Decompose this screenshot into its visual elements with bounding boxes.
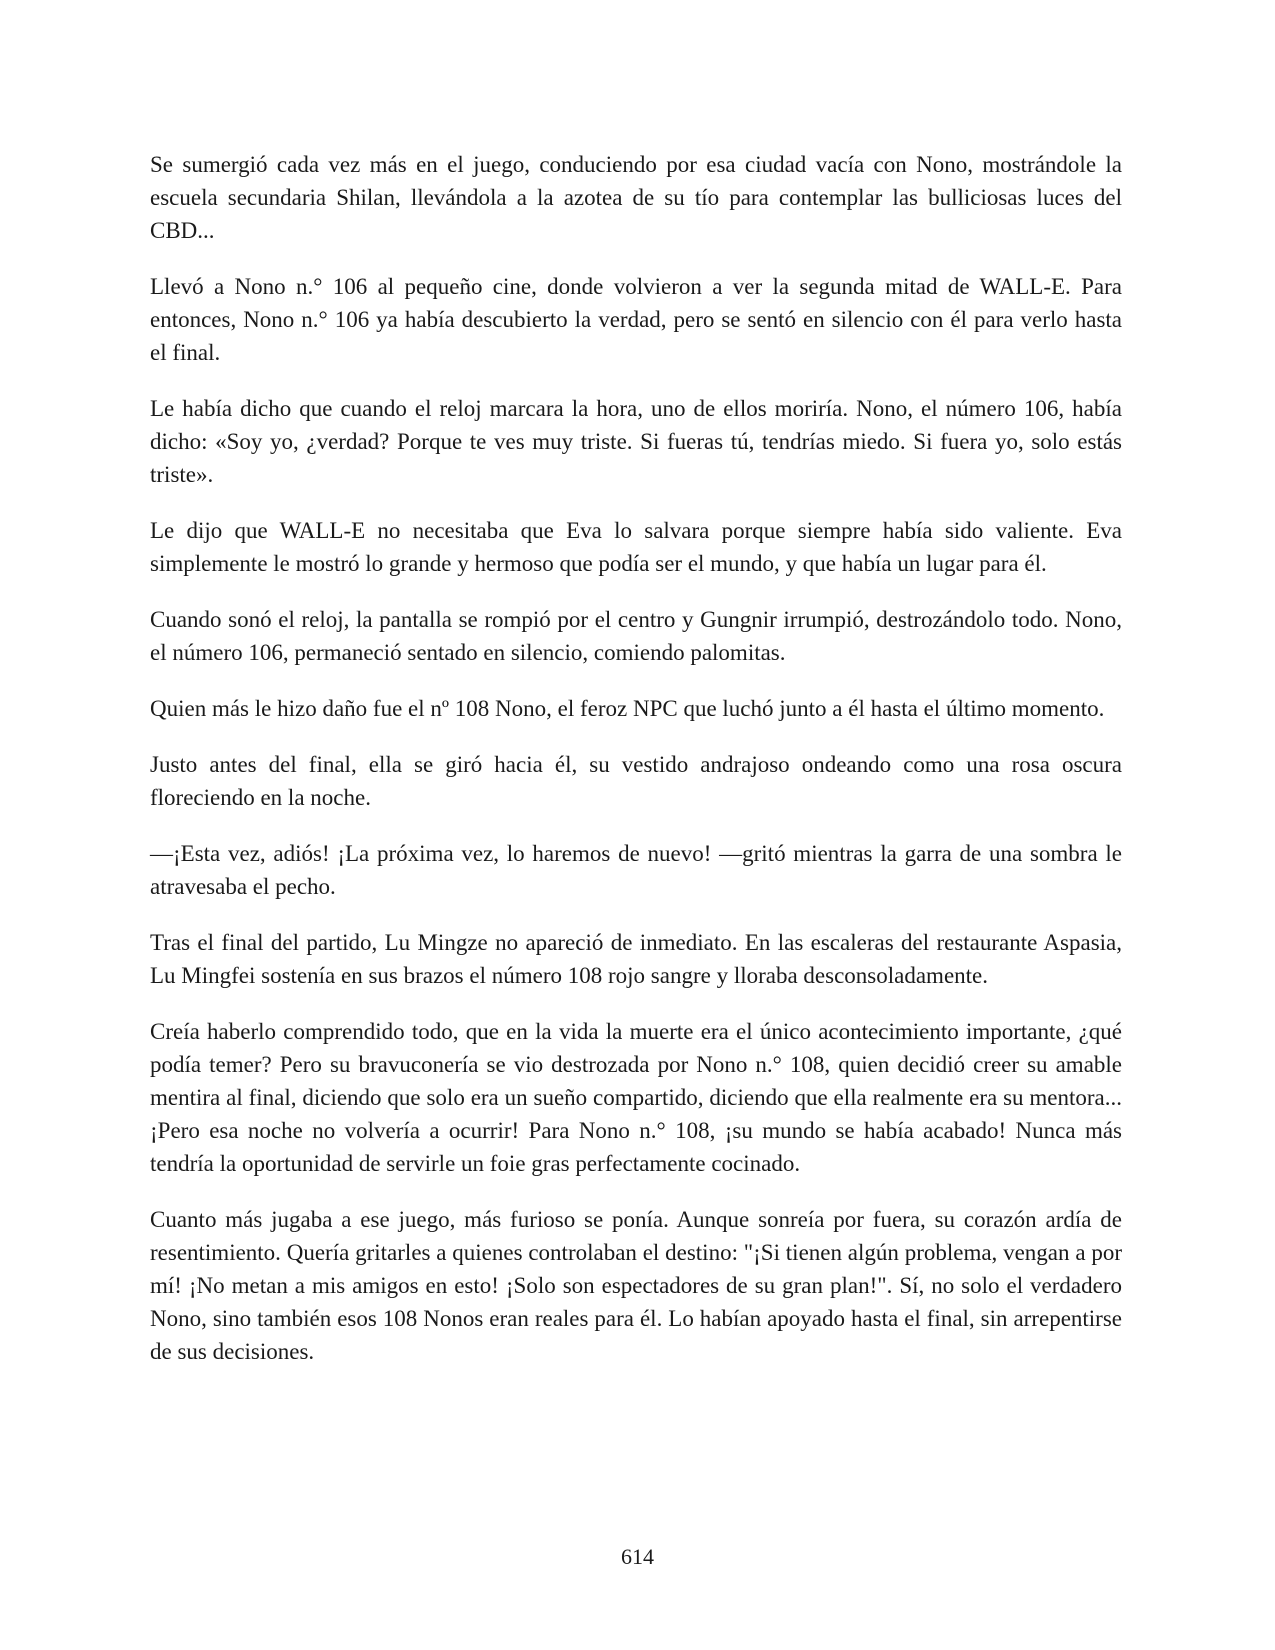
paragraph: Cuando sonó el reloj, la pantalla se rompió por el centro y Gungnir irrumpió, destrozándolo todo. Nono, el número 106, permaneció sentado en silencio, comiendo palomitas. xyxy=(150,607,1122,665)
paragraph: Llevó a Nono n.° 106 al pequeño cine, donde volvieron a ver la segunda mitad de WALL-E. Para entonces, Nono n.° 106 ya había descubierto la verdad, pero se sentó en silencio con él para verlo hasta el final. xyxy=(150,274,1122,365)
paragraph: —¡Esta vez, adiós! ¡La próxima vez, lo haremos de nuevo! —gritó mientras la garra de una sombra le atravesaba el pecho. xyxy=(150,841,1122,899)
paragraph: Le dijo que WALL-E no necesitaba que Eva lo salvara porque siempre había sido valiente. Eva simplemente le mostró lo grande y hermoso que podía ser el mundo, y que había un lugar para él. xyxy=(150,518,1122,576)
page-number: 614 xyxy=(621,1544,654,1569)
paragraph: Justo antes del final, ella se giró hacia él, su vestido andrajoso ondeando como una rosa oscura floreciendo en la noche. xyxy=(150,752,1122,810)
paragraph: Tras el final del partido, Lu Mingze no apareció de inmediato. En las escaleras del restaurante Aspasia, Lu Mingfei sostenía en sus brazos el número 108 rojo sangre y lloraba desconsoladamente. xyxy=(150,930,1122,988)
body-text xyxy=(150,148,1122,1391)
paragraph: Se sumergió cada vez más en el juego, conduciendo por esa ciudad vacía con Nono, mostrándole la escuela secundaria Shilan, llevándola a la azotea de su tío para contemplar las bulliciosas luces del CBD... xyxy=(150,152,1122,243)
paragraph: Quien más le hizo daño fue el nº 108 Nono, el feroz NPC que luchó junto a él hasta el último momento. xyxy=(150,696,1105,721)
paragraph: Creía haberlo comprendido todo, que en la vida la muerte era el único acontecimiento importante, ¿qué podía temer? Pero su bravuconería se vio destrozada por Nono n.° 108, quien decidió creer su amable mentira al final, diciendo que solo era un sueño compartido, diciendo que ella realmente era su mentora... ¡Pero esa noche no volvería a ocurrir! Para Nono n.° 108, ¡su mundo se había acabado! Nunca más tendría la oportunidad de servirle un foie gras perfectamente cocinado. xyxy=(150,1019,1122,1176)
paragraph: Cuanto más jugaba a ese juego, más furioso se ponía. Aunque sonreía por fuera, su corazón ardía de resentimiento. Quería gritarles a quienes controlaban el destino: "¡Si tienen algún problema, vengan a por mí! ¡No metan a mis amigos en esto! ¡Solo son espectadores de su gran plan!". Sí, no solo el verdadero Nono, sino también esos 108 Nonos eran reales para él. Lo habían apoyado hasta el final, sin arrepentirse de sus decisiones. xyxy=(150,1207,1122,1364)
paragraph: Le había dicho que cuando el reloj marcara la hora, uno de ellos moriría. Nono, el número 106, había dicho: «Soy yo, ¿verdad? Porque te ves muy triste. Si fueras tú, tendrías miedo. Si fuera yo, solo estás triste». xyxy=(150,396,1122,487)
